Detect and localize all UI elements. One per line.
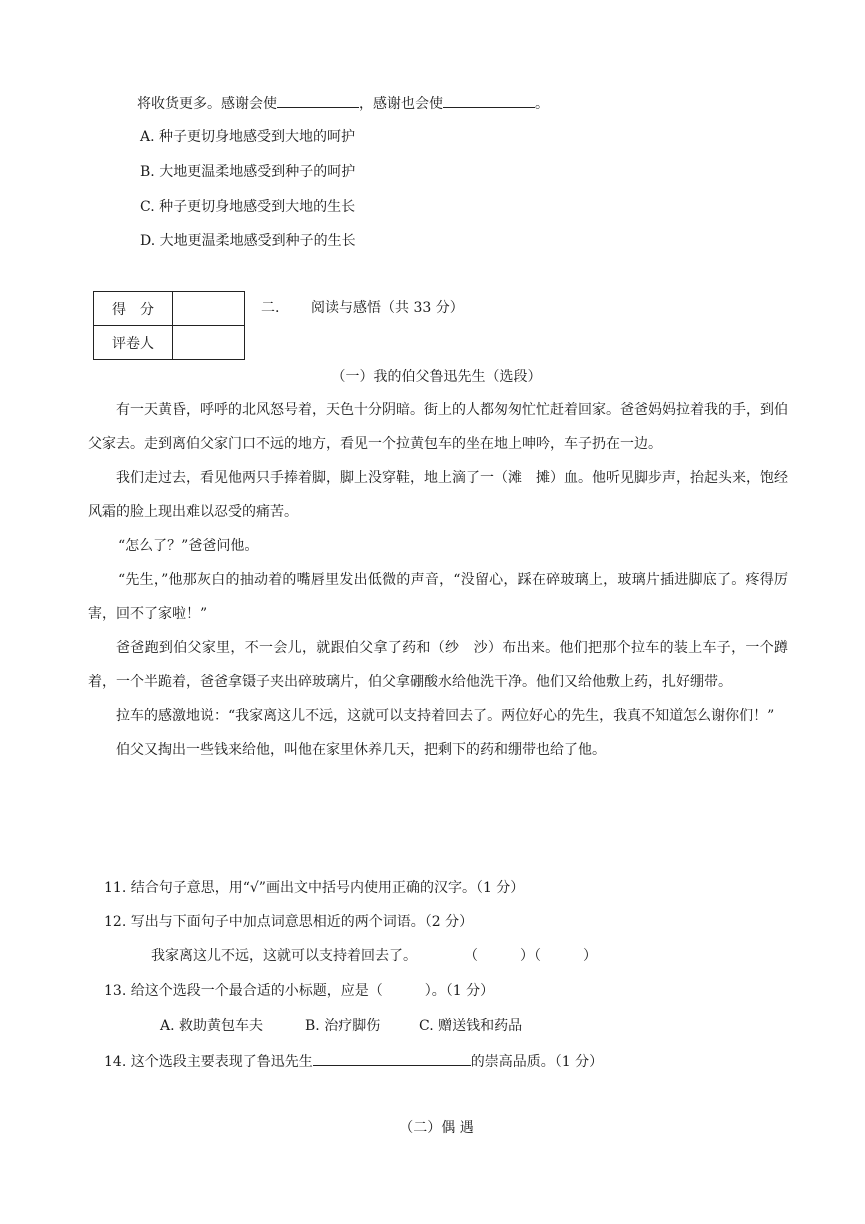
q14-blank[interactable] — [313, 1050, 471, 1066]
passage1-paragraph: 我们走过去，看见他两只手捧着脚，脚上没穿鞋，地上滴了一（滩 摊）血。他听见脚步声，抬起头来，饱经风霜的脸上现出难以忍受的痛苦。 — [88, 470, 788, 520]
grader-value-cell[interactable] — [173, 326, 245, 360]
section2-title: 阅读与感悟（共 33 分） — [311, 300, 464, 316]
passage1-paragraph: 爸爸跑到伯父家里，不一会儿，就跟伯父拿了药和（纱 沙）布出来。他们把那个拉车的装上车子，一个蹲着，一个半跪着，爸爸拿镊子夹出碎玻璃片，伯父拿硼酸水给他洗干净。他们又给他敷上药，扎好绷带。 — [88, 640, 788, 690]
q14-part1: 14. 这个选段主要表现了鲁迅先生 — [104, 1054, 313, 1070]
passage1-paragraph: “怎么了？”爸爸问他。 — [118, 538, 259, 554]
score-value-cell[interactable] — [173, 292, 245, 326]
q10-option-d: D. 大地更温柔地感受到种子的生长 — [140, 233, 356, 249]
q10-stem — [137, 92, 549, 114]
q14-part2: 的崇高品质。（1 分） — [470, 1054, 604, 1070]
q10-stem-part2: ，感谢也会使 — [359, 96, 443, 112]
q10-blank-1[interactable] — [277, 92, 359, 108]
question-13: 13. 给这个选段一个最合适的小标题，应是（ ）。（1 分） — [104, 983, 495, 999]
q10-stem-part3: 。 — [535, 96, 549, 112]
question-12: 12. 写出与下面句子中加点词意思相近的两个词语。（2 分） — [104, 914, 474, 930]
question-12-answer-brackets[interactable]: （ ）（ ） — [464, 948, 597, 964]
passage1-paragraph: 伯父又掏出一些钱来给他，叫他在家里休养几天，把剩下的药和绷带也给了他。 — [116, 742, 606, 758]
question-11: 11. 结合句子意思，用“√”画出文中括号内使用正确的汉字。（1 分） — [104, 880, 525, 896]
question-13-options — [160, 1016, 522, 1036]
passage1-paragraph: “先生，”他那灰白的抽动着的嘴唇里发出低微的声音，“没留心，踩在碎玻璃上，玻璃片插进脚底了。疼得厉害，回不了家啦！” — [88, 572, 788, 622]
passage1-title: （一）我的伯父鲁迅先生（选段） — [331, 369, 542, 385]
grader-label: 评卷人 — [94, 326, 173, 360]
q10-blank-2[interactable] — [443, 92, 535, 108]
question-14 — [104, 1050, 603, 1072]
passage1-paragraph: 有一天黄昏，呼呼的北风怒号着，天色十分阴暗。街上的人都匆匆忙忙赶着回家。爸爸妈妈拉着我的手，到伯父家去。走到离伯父家门口不远的地方，看见一个拉黄包车的坐在地上呻吟，车子扔在一边。 — [88, 402, 788, 452]
q13-option-c: C. 赠送钱和药品 — [419, 1018, 523, 1034]
question-12-sentence: 我家离这儿不远，这就可以支持着回去了。 — [151, 948, 417, 964]
q10-stem-part1: 将收货更多。感谢会使 — [137, 96, 277, 112]
q10-option-a: A. 种子更切身地感受到大地的呵护 — [140, 129, 356, 145]
q10-option-b: B. 大地更温柔地感受到种子的呵护 — [140, 164, 356, 180]
section2-number: 二. — [261, 300, 280, 316]
passage2-title: （二）偶 遇 — [399, 1120, 474, 1136]
passage1-paragraph: 拉车的感激地说：“我家离这儿不远，这就可以支持着回去了。两位好心的先生，我真不知道怎么谢你们！” — [116, 708, 775, 724]
q13-option-a: A. 救助黄包车夫 — [160, 1018, 264, 1034]
score-label: 得 分 — [94, 292, 173, 326]
score-table — [93, 291, 245, 360]
passage1-body — [88, 393, 788, 767]
q13-option-b: B. 治疗脚伤 — [305, 1018, 381, 1034]
q10-option-c: C. 种子更切身地感受到大地的生长 — [140, 199, 356, 215]
